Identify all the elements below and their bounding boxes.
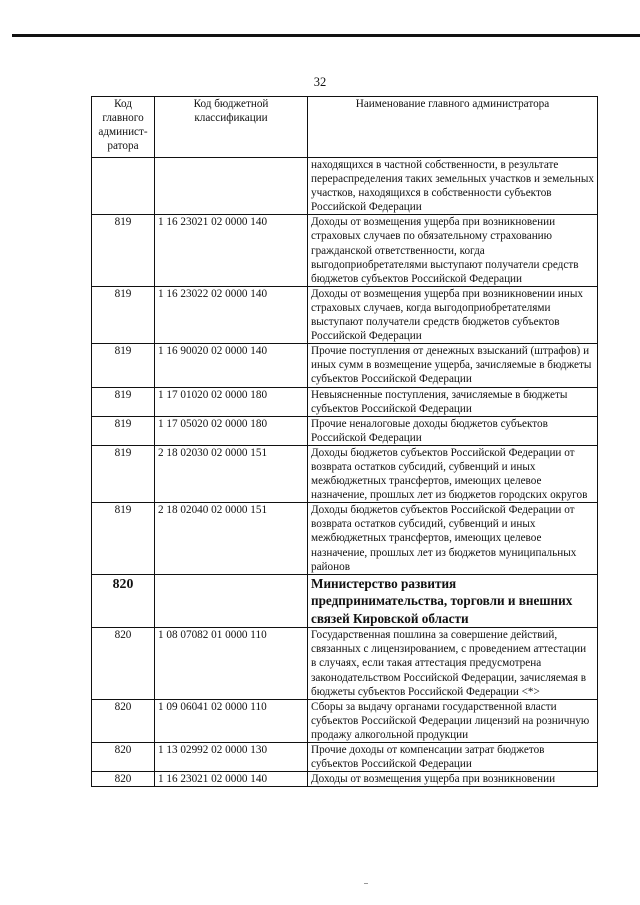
admin-code-cell: 820 (92, 574, 155, 628)
admin-code-cell: 819 (92, 503, 155, 574)
budget-code-cell: 1 08 07082 01 0000 110 (155, 628, 308, 699)
admin-name-cell: Невыясненные поступления, зачисляемые в бюджеты субъектов Российской Федерации (308, 387, 598, 416)
admin-code-cell: 819 (92, 445, 155, 502)
admin-code-cell: 820 (92, 628, 155, 699)
header-admin-name: Наименование главного администратора (308, 97, 598, 158)
table-row (92, 215, 598, 286)
administrator-heading-row (92, 574, 598, 628)
table-row (92, 503, 598, 574)
table-row (92, 699, 598, 742)
admin-code-cell: 819 (92, 215, 155, 286)
budget-code-cell: 1 16 23021 02 0000 140 (155, 772, 308, 787)
admin-name-cell: Доходы от возмещения ущерба при возникновении иных страховых случаев, когда выгодоприобретателями выступают получатели средств бюджетов субъектов Российской Федерации (308, 286, 598, 343)
admin-name-cell: Государственная пошлина за совершение действий, связанных с лицензированием, с проведением аттестации в случаях, если такая аттестация предусмотрена законодательством Российской Федерации, зачисляемая в бюджеты субъектов Российской Федерации <*> (308, 628, 598, 699)
table-row (92, 387, 598, 416)
budget-code-cell (155, 574, 308, 628)
table-row (92, 445, 598, 502)
header-budget-code: Код бюджетной классификации (155, 97, 308, 158)
table-row (92, 628, 598, 699)
administrators-table (91, 96, 598, 787)
header-rule (12, 34, 640, 37)
table-row (92, 344, 598, 387)
admin-code-cell (92, 158, 155, 215)
table-row (92, 416, 598, 445)
admin-code-cell: 820 (92, 772, 155, 787)
admin-code-cell: 819 (92, 344, 155, 387)
budget-code-cell: 1 16 90020 02 0000 140 (155, 344, 308, 387)
budget-code-cell: 1 17 01020 02 0000 180 (155, 387, 308, 416)
admin-name-cell: Прочие неналоговые доходы бюджетов субъектов Российской Федерации (308, 416, 598, 445)
budget-code-cell: 2 18 02040 02 0000 151 (155, 503, 308, 574)
admin-code-cell: 819 (92, 286, 155, 343)
table-row (92, 742, 598, 771)
admin-name-cell: находящихся в частной собственности, в результате перераспределения таких земельных участков и земельных участков, находящихся в собственности субъектов Российской Федерации (308, 158, 598, 215)
admin-code-cell: 819 (92, 387, 155, 416)
budget-code-cell: 1 09 06041 02 0000 110 (155, 699, 308, 742)
budget-code-cell: 2 18 02030 02 0000 151 (155, 445, 308, 502)
admin-name-cell: Сборы за выдачу органами государственной власти субъектов Российской Федерации лицензий на розничную продажу алкогольной продукции (308, 699, 598, 742)
page-number: 32 (313, 75, 327, 89)
table-row (92, 772, 598, 787)
table-header-row (92, 97, 598, 158)
admin-name-cell: Доходы бюджетов субъектов Российской Федерации от возврата остатков субсидий, субвенций и иных межбюджетных трансфертов, имеющих целевое назначение, прошлых лет из бюджетов муниципальных районов (308, 503, 598, 574)
budget-code-cell: 1 13 02992 02 0000 130 (155, 742, 308, 771)
admin-code-cell: 819 (92, 416, 155, 445)
admin-name-cell: Министерство развития предпринимательства, торговли и внешних связей Кировской области (308, 574, 598, 628)
table-row (92, 158, 598, 215)
budget-code-cell (155, 158, 308, 215)
scan-artifact (364, 883, 368, 884)
admin-code-cell: 820 (92, 742, 155, 771)
admin-name-cell: Прочие поступления от денежных взысканий (штрафов) и иных сумм в возмещение ущерба, зачисляемые в бюджеты субъектов Российской Федерации (308, 344, 598, 387)
admin-name-cell: Доходы от возмещения ущерба при возникновении (308, 772, 598, 787)
admin-name-cell: Прочие доходы от компенсации затрат бюджетов субъектов Российской Федерации (308, 742, 598, 771)
budget-code-cell: 1 16 23021 02 0000 140 (155, 215, 308, 286)
admin-name-cell: Доходы бюджетов субъектов Российской Федерации от возврата остатков субсидий, субвенций и иных межбюджетных трансфертов, имеющих целевое назначение, прошлых лет из бюджетов городских округов (308, 445, 598, 502)
admin-code-cell: 820 (92, 699, 155, 742)
admin-name-cell: Доходы от возмещения ущерба при возникновении страховых случаев по обязательному страхованию гражданской ответственности, когда выгодоприобретателями выступают получатели средств бюджетов субъектов Российской Федерации (308, 215, 598, 286)
budget-code-cell: 1 16 23022 02 0000 140 (155, 286, 308, 343)
table-row (92, 286, 598, 343)
budget-code-cell: 1 17 05020 02 0000 180 (155, 416, 308, 445)
header-admin-code: Код главного админист-ратора (92, 97, 155, 158)
